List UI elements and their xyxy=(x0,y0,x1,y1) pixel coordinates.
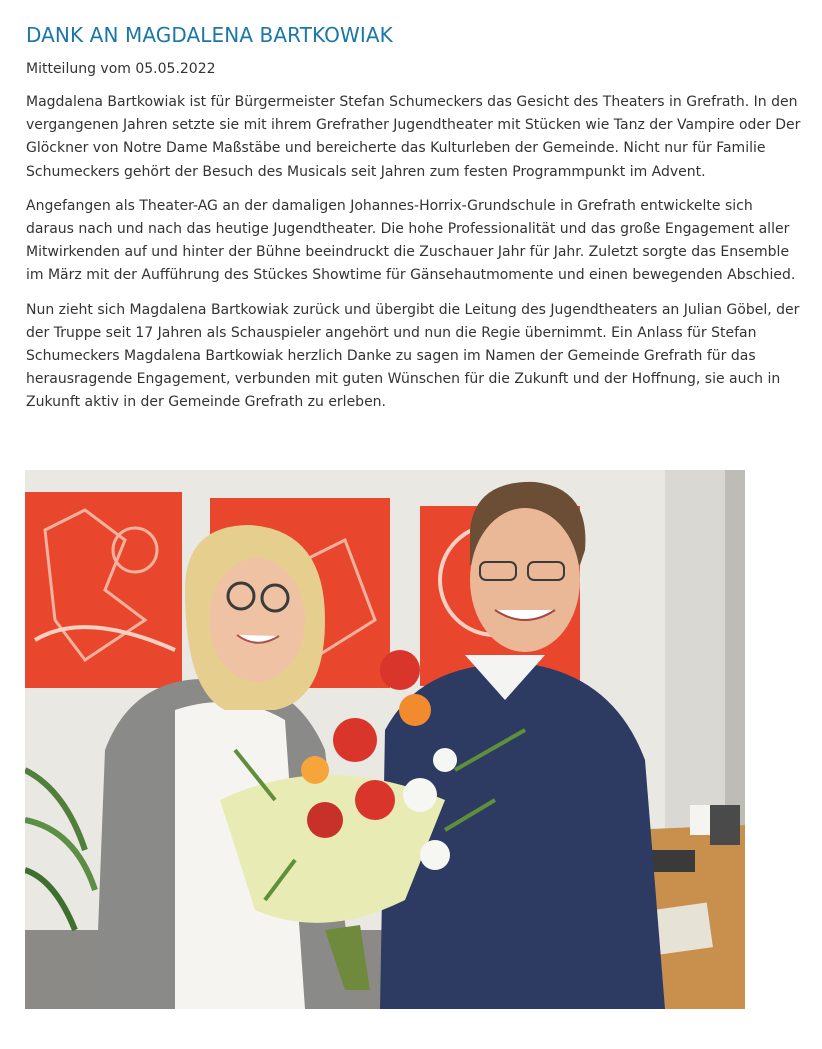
publication-date: Mitteilung vom 05.05.2022 xyxy=(26,61,216,77)
paragraph-2: Angefangen als Theater-AG an der damaligen Johannes-Horrix-Grundschule in Grefrath entwickelte sich daraus nach und nach das heutige Jugendtheater. Die hohe Professionalität und das große Engagement aller Mitwirkenden auf und hinter der Bühne beeindruckt die Zuschauer Jahr für Jahr. Zuletzt sorgte das Ensemble im März mit der Aufführung des Stückes Showtime für Gänsehautmomente und einen bewegenden Abschied. xyxy=(26,197,796,284)
paragraph-1: Magdalena Bartkowiak ist für Bürgermeister Stefan Schumeckers das Gesicht des Theaters in Grefrath. In den vergangenen Jahren setzte sie mit ihrem Grefrather Jugendtheater mit Stücken wie Tanz der Vampire oder Der Glöckner von Notre Dame Maßstäbe und bereicherte das Kulturleben der Gemeinde. Nicht nur für Familie Schumeckers gehört der Besuch des Musicals seit Jahren zum festen Programmpunkt im Advent. xyxy=(26,94,801,180)
article xyxy=(26,0,802,415)
red-art-panel-left xyxy=(25,492,182,688)
article-photo xyxy=(25,470,745,1009)
page-title: DANK AN MAGDALENA BARTKOWIAK xyxy=(26,23,393,47)
paragraph-3: Nun zieht sich Magdalena Bartkowiak zurück und übergibt die Leitung des Jugendtheaters an Julian Göbel, der der Truppe seit 17 Jahren als Schauspieler angehört und nun die Regie übernimmt. Ein Anlass für Stefan Schumeckers Magdalena Bartkowiak herzlich Danke zu sagen im Namen der Gemeinde Grefrath für das herausragende Engagement, verbunden mit guten Wünschen für die Zukunft und der Hoffnung, sie auch in Zukunft aktiv in der Gemeinde Grefrath zu erleben. xyxy=(26,301,800,411)
